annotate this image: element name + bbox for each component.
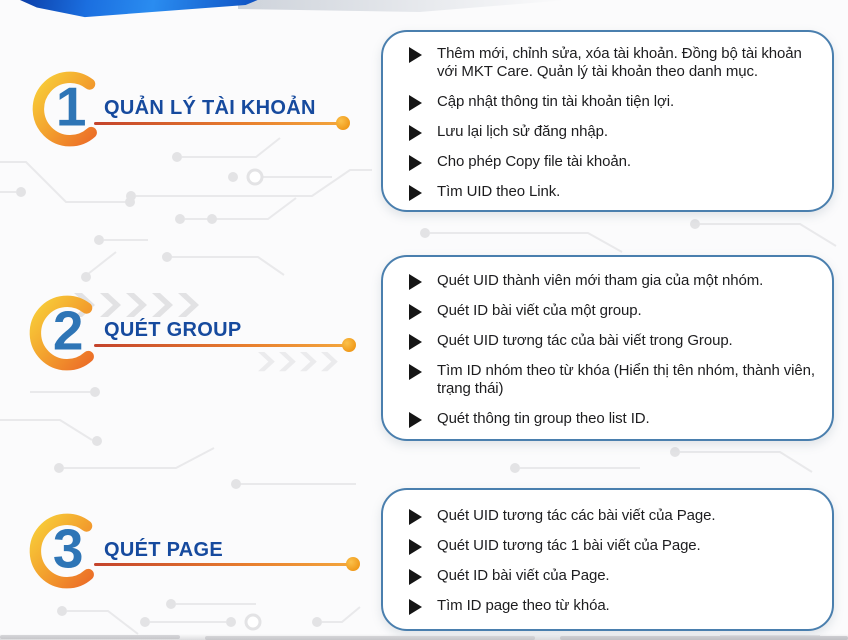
- feature-text: Cập nhật thông tin tài khoản tiện lợi.: [437, 93, 675, 110]
- right-triangle-icon: [409, 334, 422, 350]
- section-number: 2: [52, 299, 84, 362]
- right-triangle-icon: [409, 47, 422, 63]
- feature-text: Thêm mới, chỉnh sửa, xóa tài khoản. Đồng bộ tài khoản với MKT Care. Quản lý tài khoản theo danh mục.: [437, 45, 802, 80]
- section-1: [0, 30, 848, 212]
- number-badge: [23, 289, 111, 377]
- accent-dot-icon: [346, 557, 360, 571]
- right-triangle-icon: [409, 95, 422, 111]
- feature-text: Quét UID tương tác 1 bài viết của Page.: [437, 537, 701, 554]
- feature-text: Quét ID bài viết của một group.: [437, 302, 642, 319]
- feature-item: [409, 302, 818, 320]
- feature-item: [409, 362, 818, 398]
- accent-line: [94, 344, 349, 347]
- section-2: [0, 255, 848, 441]
- feature-text: Quét UID tương tác các bài viết của Page.: [437, 507, 716, 524]
- right-triangle-icon: [409, 125, 422, 141]
- feature-item: [409, 93, 818, 111]
- feature-card: [381, 488, 834, 631]
- feature-text: Quét ID bài viết của Page.: [437, 567, 610, 584]
- right-triangle-icon: [409, 155, 422, 171]
- section-title: QUÉT PAGE: [104, 539, 224, 561]
- feature-item: [409, 537, 818, 555]
- section-number: 3: [52, 517, 84, 580]
- section-title: QUÉT GROUP: [104, 319, 242, 341]
- right-triangle-icon: [409, 185, 422, 201]
- right-triangle-icon: [409, 304, 422, 320]
- feature-item: [409, 410, 818, 428]
- feature-text: Tìm ID nhóm theo từ khóa (Hiển thị tên nhóm, thành viên, trạng thái): [437, 362, 815, 397]
- right-triangle-icon: [409, 599, 422, 615]
- right-triangle-icon: [409, 569, 422, 585]
- right-triangle-icon: [409, 412, 422, 428]
- feature-card: [381, 255, 834, 441]
- feature-item: [409, 507, 818, 525]
- feature-text: Quét UID thành viên mới tham gia của một nhóm.: [437, 272, 764, 289]
- section-number: 1: [55, 75, 87, 138]
- feature-item: [409, 597, 818, 615]
- feature-item: [409, 45, 818, 81]
- feature-item: [409, 123, 818, 141]
- feature-text: Quét thông tin group theo list ID.: [437, 410, 650, 427]
- right-triangle-icon: [409, 509, 422, 525]
- feature-item: [409, 272, 818, 290]
- accent-dot-icon: [336, 116, 350, 130]
- feature-text: Lưu lại lịch sử đăng nhập.: [437, 123, 608, 140]
- right-triangle-icon: [409, 274, 422, 290]
- feature-text: Tìm ID page theo từ khóa.: [437, 597, 610, 614]
- accent-line: [94, 563, 353, 566]
- accent-line: [94, 122, 343, 125]
- feature-item: [409, 183, 818, 201]
- feature-item: [409, 332, 818, 350]
- feature-text: Tìm UID theo Link.: [437, 183, 561, 200]
- feature-card: [381, 30, 834, 212]
- feature-item: [409, 153, 818, 171]
- number-badge: [23, 507, 111, 595]
- section-3: [0, 488, 848, 631]
- right-triangle-icon: [409, 364, 422, 380]
- feature-item: [409, 567, 818, 585]
- section-title: QUẢN LÝ TÀI KHOẢN: [104, 97, 316, 119]
- feature-text: Cho phép Copy file tài khoản.: [437, 153, 631, 170]
- feature-text: Quét UID tương tác của bài viết trong Group.: [437, 332, 733, 349]
- number-badge: [26, 65, 114, 153]
- accent-dot-icon: [342, 338, 356, 352]
- right-triangle-icon: [409, 539, 422, 555]
- decor-bottom-edge: [0, 634, 848, 640]
